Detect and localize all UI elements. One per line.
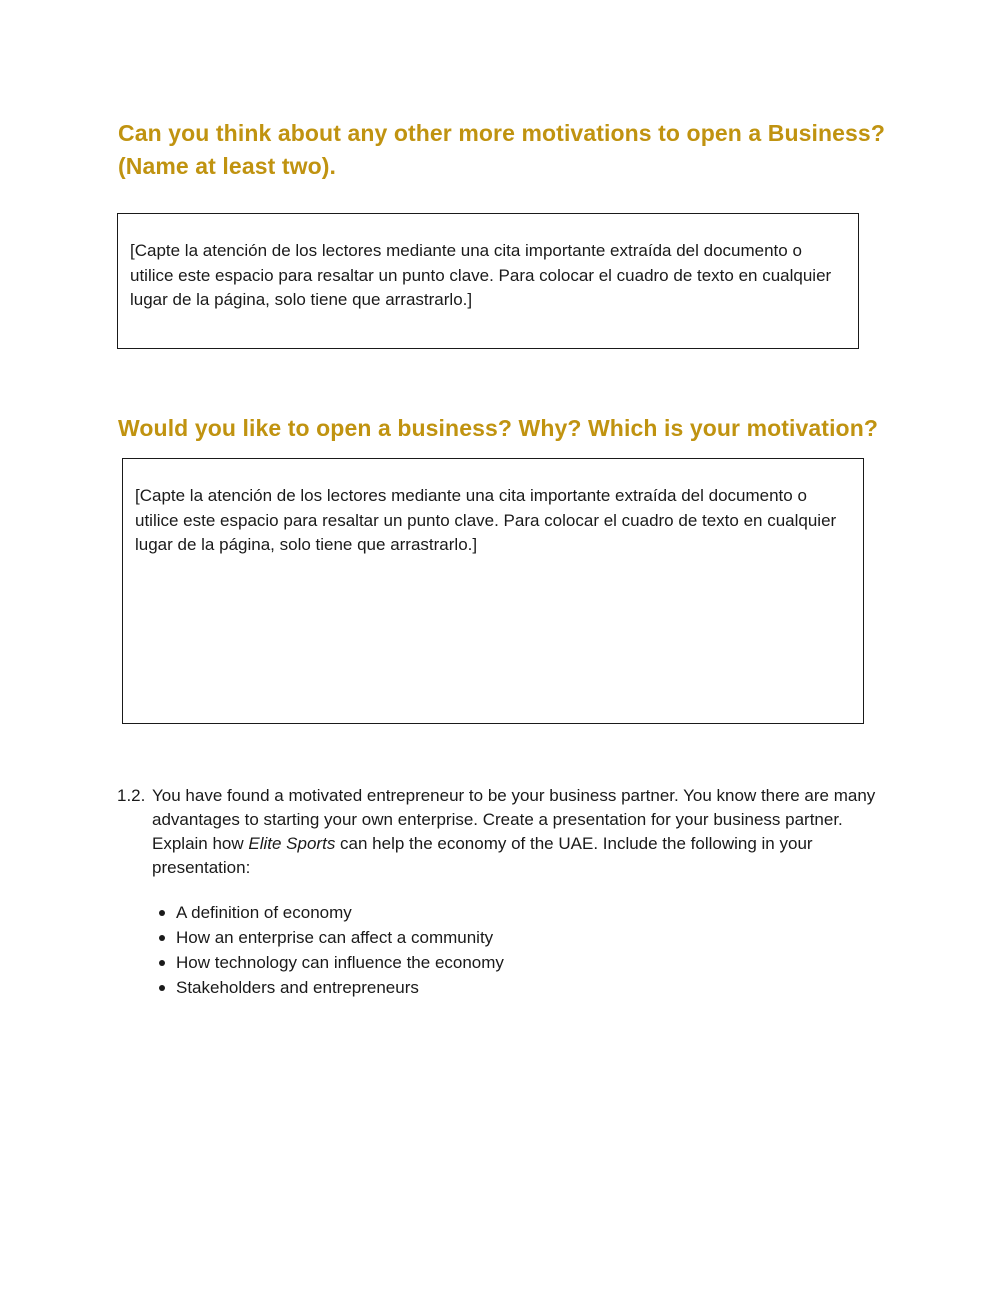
list-item-label: How an enterprise can affect a community xyxy=(176,928,494,947)
textbox-placeholder-1: [Capte la atención de los lectores mediante una cita importante extraída del documento o utilice este espacio para resaltar un punto clave. Para colocar el cuadro de texto en cualquier lugar de la página, solo tiene que arrastrarlo.] xyxy=(130,241,832,309)
answer-textbox-2[interactable] xyxy=(122,458,864,724)
task-number: 1.2. xyxy=(117,786,146,805)
answer-textbox-1[interactable] xyxy=(117,213,859,349)
bullet-icon xyxy=(159,910,165,916)
task-text-after: can help the economy of the UAE. Include the following in your presentation: xyxy=(152,834,813,877)
list-item xyxy=(155,975,504,1000)
task-text xyxy=(152,784,897,880)
list-item-label: A definition of economy xyxy=(176,903,352,922)
list-item-label: How technology can influence the economy xyxy=(176,953,504,972)
list-item-label: Stakeholders and entrepreneurs xyxy=(176,978,419,997)
bullet-icon xyxy=(159,985,165,991)
requirements-list xyxy=(155,900,504,1000)
bullet-icon xyxy=(159,960,165,966)
question-heading-1: Can you think about any other more motivations to open a Business? (Name at least two). xyxy=(118,120,885,179)
list-item xyxy=(155,900,504,925)
list-item xyxy=(155,950,504,975)
company-name: Elite Sports xyxy=(248,834,336,853)
task-text-before: You have found a motivated entrepreneur to be your business partner. You know there are many advantages to starting your own enterprise. Create a presentation for your business partner. Explain how xyxy=(152,786,876,853)
task-paragraph xyxy=(117,784,897,880)
question-heading-2: Would you like to open a business? Why? Which is your motivation? xyxy=(118,415,879,441)
bullet-icon xyxy=(159,935,165,941)
list-item xyxy=(155,925,504,950)
textbox-placeholder-2: [Capte la atención de los lectores mediante una cita importante extraída del documento o utilice este espacio para resaltar un punto clave. Para colocar el cuadro de texto en cualquier lugar de la página, solo tiene que arrastrarlo.] xyxy=(135,486,837,554)
